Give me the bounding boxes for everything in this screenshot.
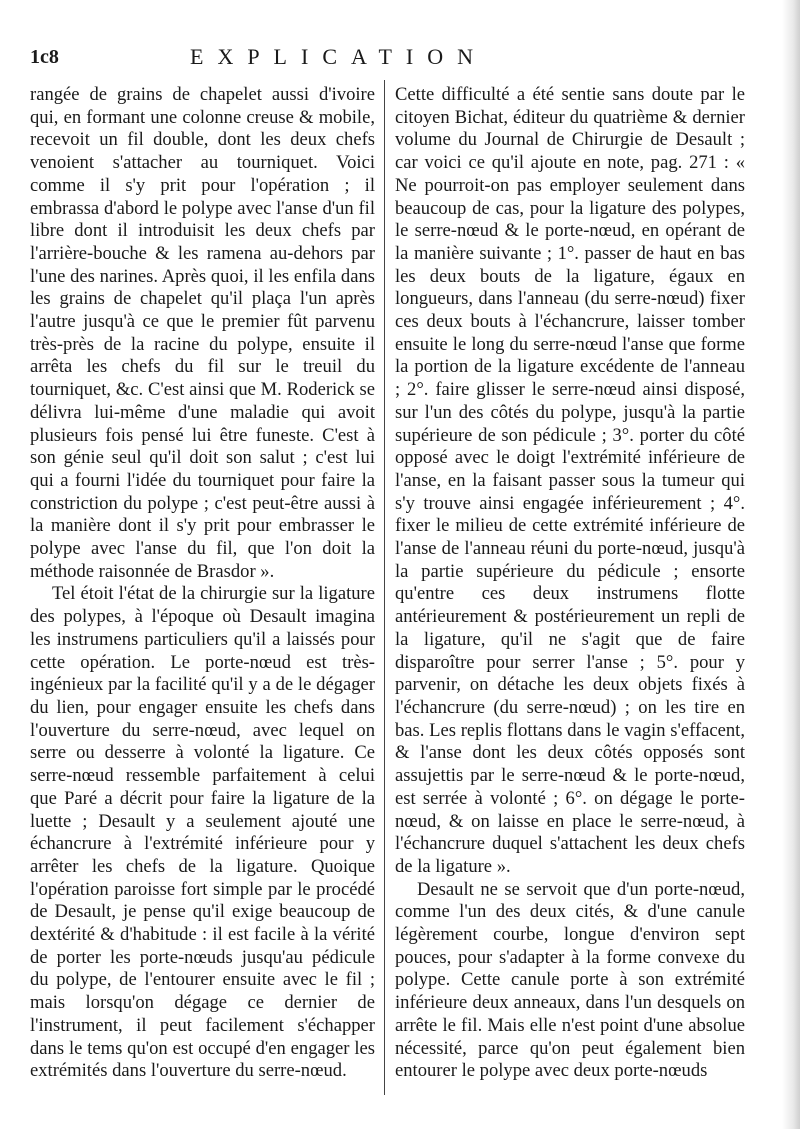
paragraph: Tel étoit l'état de la chirurgie sur la ligature des polypes, à l'époque où Desault imagina les instrumens particuliers qu'il a laissés pour cette opération. Le porte-nœud est très-ingénieux par la facilité qu'il y a de le dégager du lien, pour engager ensuite les chefs dans l'ouverture du serre-nœud, avec lequel on serre ou desserre à volonté la ligature. Ce serre-nœud ressemble parfaitement à celui que Paré a décrit pour faire la ligature de la luette ; Desault y a seulement ajouté une échancrure à l'extrémité inférieure pour y arrêter les chefs de la ligature. Quoique l'opération paroisse fort simple par le procédé de Desault, je pense qu'il exige beaucoup de dextérité & d'habitude : il est facile à la vérité de porter les porte-nœuds jusqu'au pédicule du polype, de l'entourer ensuite avec le fil ; mais lorsqu'on dégage ce dernier de l'instrument, il peut facilement s'échapper dans le tems qu'on est occupé d'en engager les extrémités dans l'ouverture du serre-nœud. <box>30 583 375 1082</box>
paragraph: rangée de grains de chapelet aussi d'ivoire qui, en formant une colonne creuse & mobile, recevoit un fil double, dont les deux chefs venoient s'attacher au tourniquet. Voici comme il s'y prit pour l'opération ; il embrassa d'abord le polype avec l'anse d'un fil libre dont il introduisit les deux chefs par l'arrière-bouche & les ramena au-dehors par l'une des narines. Après quoi, il les enfila dans les grains de chapelet qu'il plaça l'un après l'autre jusqu'à ce que le premier fût parvenu très-près de la racine du polype, ensuite il arrêta les chefs du fil sur le treuil du tourniquet, &c. C'est ainsi que M. Roderick se délivra lui-même d'une maladie qui avoit plusieurs fois pensé lui être funeste. C'est à son génie seul qu'il doit son salut ; c'est lui qui a fourni l'idée du tourniquet pour faire la constriction du polype ; c'est peut-être aussi à la manière dont il s'y prit pour embrasser le polype avec l'anse du fil, que l'on doit la méthode raisonnée de Brasdor ». <box>30 84 375 582</box>
page-edge-shadow <box>782 0 800 1129</box>
paragraph: Desault ne se servoit que d'un porte-nœud, comme l'un des deux cités, & d'une canule légèrement courbe, longue d'environ sept pouces, pour s'adapter à la forme convexe du polype. Cette canule porte à son extrémité inférieure deux anneaux, dans l'un desquels on arrête le fil. Mais elle n'est point d'une absolue nécessité, parce qu'on peut également bien entourer le polype avec deux porte-nœuds <box>395 878 745 1082</box>
right-column <box>395 84 745 1083</box>
page-number: 1c8 <box>30 46 59 68</box>
page-header <box>30 34 770 74</box>
running-title: EXPLICATION <box>190 44 487 69</box>
column-divider <box>384 80 385 1095</box>
paragraph: Cette difficulté a été sentie sans doute par le citoyen Bichat, éditeur du quatrième & dernier volume du Journal de Chirurgie de Desault ; car voici ce qu'il ajoute en note, pag. 271 : « Ne pourroit-on pas employer seulement dans beaucoup de cas, pour la ligature des polypes, le serre-nœud & le porte-nœud, en opérant de la manière suivante ; 1°. passer de haut en bas les deux bouts de la ligature, égaux en longueurs, dans l'anneau (du serre-nœud) fixer ces deux bouts à l'échancrure, laisser tomber ensuite le long du serre-nœud l'anse que forme la portion de la ligature excédente de l'anneau ; 2°. faire glisser le serre-nœud ainsi disposé, sur l'un des côtés du polype, jusqu'à la partie supérieure de son pédicule ; 3°. porter du côté opposé avec le doigt l'extrémité inférieure de l'anse, en la faisant passer sous la tumeur qui s'y trouve ainsi engagée inférieurement ; 4°. fixer le milieu de cette extrémité inférieure de l'anse de l'anneau réuni du porte-nœud, jusqu'à la partie supérieure du pédicule ; ensorte qu'entre ces deux instrumens flotte antérieurement & postérieurement un repli de la ligature, qu'il ne s'agit que de faire disparoître pour serrer l'anse ; 5°. pour y parvenir, on détache les deux objets fixés à l'échancrure (du serre-nœud) ; on les tire en bas. Les replis flottans dans le vagin s'effacent, & l'anse dont les deux côtés opposés sont assujettis par le serre-nœud & le porte-nœud, est serrée à volonté ; 6°. on dégage le porte-nœud, & on laisse en place le serre-nœud, à l'échancrure duquel s'attachent les deux chefs de la ligature ». <box>395 84 745 877</box>
left-column <box>30 84 375 1083</box>
